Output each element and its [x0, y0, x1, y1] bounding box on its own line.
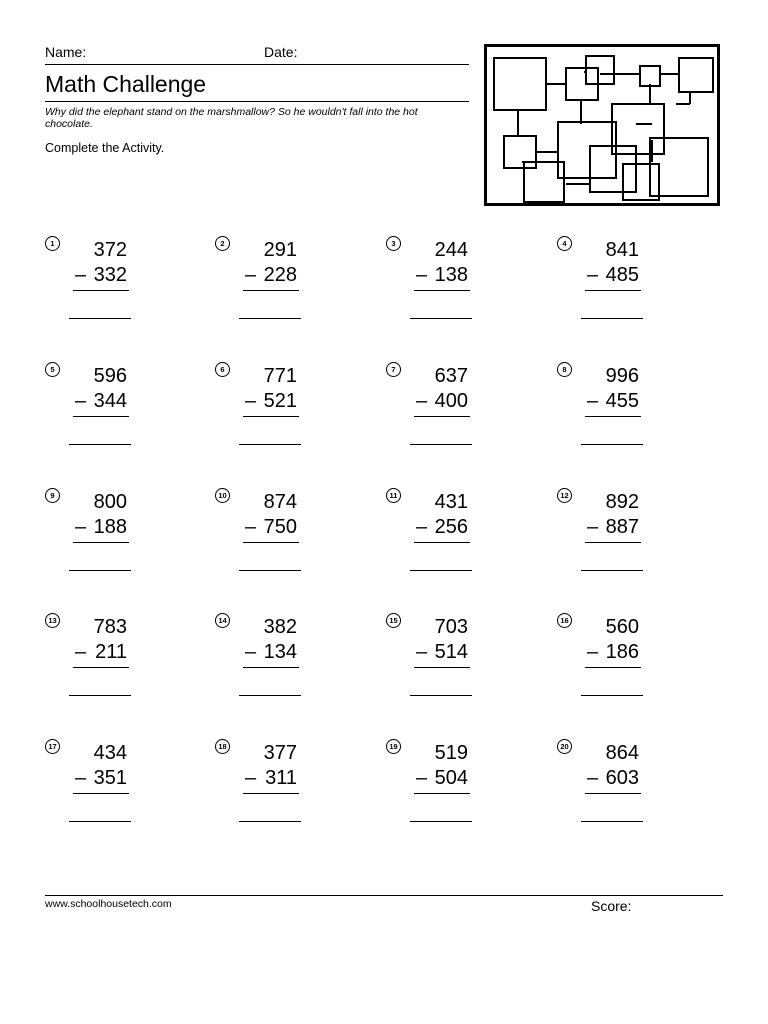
problem-13 — [45, 613, 215, 723]
problem-number-badge: 13 — [45, 613, 60, 628]
subtrahend: 228 — [263, 264, 297, 286]
subtrahend: 521 — [263, 390, 297, 412]
minus-sign: – — [587, 390, 599, 412]
problem-number-badge: 11 — [386, 488, 401, 503]
problem-number-badge: 20 — [557, 739, 572, 754]
answer-line[interactable] — [69, 695, 131, 696]
problem-number-badge: 8 — [557, 362, 572, 377]
sum-line — [414, 542, 470, 543]
minus-sign: – — [587, 516, 599, 538]
problem-number-badge: 5 — [45, 362, 60, 377]
minuend: 703 — [434, 616, 468, 638]
problem-7 — [386, 362, 556, 472]
problem-number-badge: 12 — [557, 488, 572, 503]
sum-line — [585, 416, 641, 417]
answer-line[interactable] — [410, 821, 472, 822]
minus-sign: – — [75, 264, 87, 286]
subtrahend: 134 — [263, 641, 297, 663]
problem-8 — [557, 362, 727, 472]
minus-sign: – — [416, 390, 428, 412]
minus-sign: – — [416, 641, 428, 663]
problem-number-badge: 2 — [215, 236, 230, 251]
problem-number-badge: 9 — [45, 488, 60, 503]
instruction-text: Complete the Activity. — [45, 141, 165, 155]
subtrahend: 400 — [434, 390, 468, 412]
minuend: 560 — [605, 616, 639, 638]
minus-sign: – — [416, 264, 428, 286]
problem-4 — [557, 236, 727, 346]
sum-line — [243, 416, 299, 417]
sum-line — [585, 290, 641, 291]
minus-sign: – — [245, 264, 257, 286]
problem-2 — [215, 236, 385, 346]
subtrahend: 311 — [265, 767, 297, 789]
minus-sign: – — [587, 641, 599, 663]
minuend: 596 — [93, 365, 127, 387]
minus-sign: – — [416, 516, 428, 538]
minus-sign: – — [245, 516, 257, 538]
sum-line — [73, 793, 129, 794]
sum-line — [414, 793, 470, 794]
minuend: 637 — [434, 365, 468, 387]
sum-line — [585, 542, 641, 543]
subtrahend: 211 — [95, 641, 127, 663]
minuend: 771 — [263, 365, 297, 387]
minuend: 377 — [263, 742, 297, 764]
problem-number-badge: 14 — [215, 613, 230, 628]
problem-1 — [45, 236, 215, 346]
problem-11 — [386, 488, 556, 598]
answer-line[interactable] — [410, 318, 472, 319]
subtrahend: 186 — [605, 641, 639, 663]
minus-sign: – — [75, 516, 87, 538]
sum-line — [243, 667, 299, 668]
minuend: 291 — [263, 239, 297, 261]
minuend: 874 — [263, 491, 297, 513]
minus-sign: – — [245, 767, 257, 789]
problem-number-badge: 3 — [386, 236, 401, 251]
answer-line[interactable] — [581, 318, 643, 319]
problem-number-badge: 4 — [557, 236, 572, 251]
minuend: 800 — [93, 491, 127, 513]
subtrahend: 504 — [434, 767, 468, 789]
sum-line — [73, 416, 129, 417]
minus-sign: – — [587, 767, 599, 789]
subtrahend: 332 — [93, 264, 127, 286]
minuend: 434 — [93, 742, 127, 764]
problem-number-badge: 1 — [45, 236, 60, 251]
answer-line[interactable] — [69, 821, 131, 822]
sum-line — [243, 542, 299, 543]
subtrahend: 188 — [93, 516, 127, 538]
minus-sign: – — [245, 641, 257, 663]
sum-line — [414, 667, 470, 668]
minus-sign: – — [75, 390, 87, 412]
problem-number-badge: 18 — [215, 739, 230, 754]
problem-10 — [215, 488, 385, 598]
answer-line[interactable] — [239, 570, 301, 571]
subtrahend: 455 — [605, 390, 639, 412]
minus-sign: – — [587, 264, 599, 286]
subtrahend: 138 — [434, 264, 468, 286]
date-label: Date: — [264, 44, 298, 60]
subtrahend: 603 — [605, 767, 639, 789]
sum-line — [73, 290, 129, 291]
answer-line[interactable] — [581, 821, 643, 822]
minuend: 892 — [605, 491, 639, 513]
joke-text: Why did the elephant stand on the marshmallow? So he wouldn't fall into the hot chocolate. — [45, 106, 418, 130]
subtrahend: 750 — [263, 516, 297, 538]
name-label: Name: — [45, 44, 87, 60]
answer-line[interactable] — [69, 318, 131, 319]
sum-line — [243, 290, 299, 291]
sum-line — [414, 416, 470, 417]
problem-9 — [45, 488, 215, 598]
problem-number-badge: 6 — [215, 362, 230, 377]
problem-6 — [215, 362, 385, 472]
footer-url: www.schoolhousetech.com — [45, 898, 172, 910]
minuend: 996 — [605, 365, 639, 387]
sum-line — [585, 667, 641, 668]
problem-18 — [215, 739, 385, 849]
answer-line[interactable] — [410, 570, 472, 571]
minuend: 841 — [605, 239, 639, 261]
minus-sign: – — [245, 390, 257, 412]
problem-19 — [386, 739, 556, 849]
sum-line — [243, 793, 299, 794]
answer-line[interactable] — [69, 570, 131, 571]
answer-line[interactable] — [581, 570, 643, 571]
problem-number-badge: 15 — [386, 613, 401, 628]
answer-line[interactable] — [239, 318, 301, 319]
problem-12 — [557, 488, 727, 598]
problem-number-badge: 10 — [215, 488, 230, 503]
answer-line[interactable] — [581, 444, 643, 445]
problem-5 — [45, 362, 215, 472]
minuend: 431 — [434, 491, 468, 513]
problem-20 — [557, 739, 727, 849]
sum-line — [414, 290, 470, 291]
answer-line[interactable] — [239, 444, 301, 445]
sum-line — [73, 667, 129, 668]
problem-number-badge: 19 — [386, 739, 401, 754]
answer-line[interactable] — [581, 695, 643, 696]
minuend: 372 — [93, 239, 127, 261]
problem-15 — [386, 613, 556, 723]
minuend: 864 — [605, 742, 639, 764]
minuend: 783 — [93, 616, 127, 638]
sum-line — [73, 542, 129, 543]
problem-number-badge: 16 — [557, 613, 572, 628]
footer-line — [45, 895, 723, 896]
subtrahend: 256 — [434, 516, 468, 538]
sum-line — [585, 793, 641, 794]
subtrahend: 514 — [434, 641, 468, 663]
minus-sign: – — [416, 767, 428, 789]
problem-3 — [386, 236, 556, 346]
subtrahend: 351 — [93, 767, 127, 789]
answer-line[interactable] — [410, 695, 472, 696]
answer-line[interactable] — [239, 821, 301, 822]
minuend: 244 — [434, 239, 468, 261]
minuend: 382 — [263, 616, 297, 638]
minus-sign: – — [75, 641, 87, 663]
minuend: 519 — [434, 742, 468, 764]
subtrahend: 887 — [605, 516, 639, 538]
problem-14 — [215, 613, 385, 723]
answer-line[interactable] — [410, 444, 472, 445]
subtrahend: 344 — [93, 390, 127, 412]
minus-sign: – — [75, 767, 87, 789]
answer-line[interactable] — [239, 695, 301, 696]
problem-17 — [45, 739, 215, 849]
problem-number-badge: 7 — [386, 362, 401, 377]
page-title: Math Challenge — [45, 71, 207, 97]
score-label: Score: — [591, 898, 632, 914]
answer-line[interactable] — [69, 444, 131, 445]
subtrahend: 485 — [605, 264, 639, 286]
problem-number-badge: 17 — [45, 739, 60, 754]
problem-16 — [557, 613, 727, 723]
